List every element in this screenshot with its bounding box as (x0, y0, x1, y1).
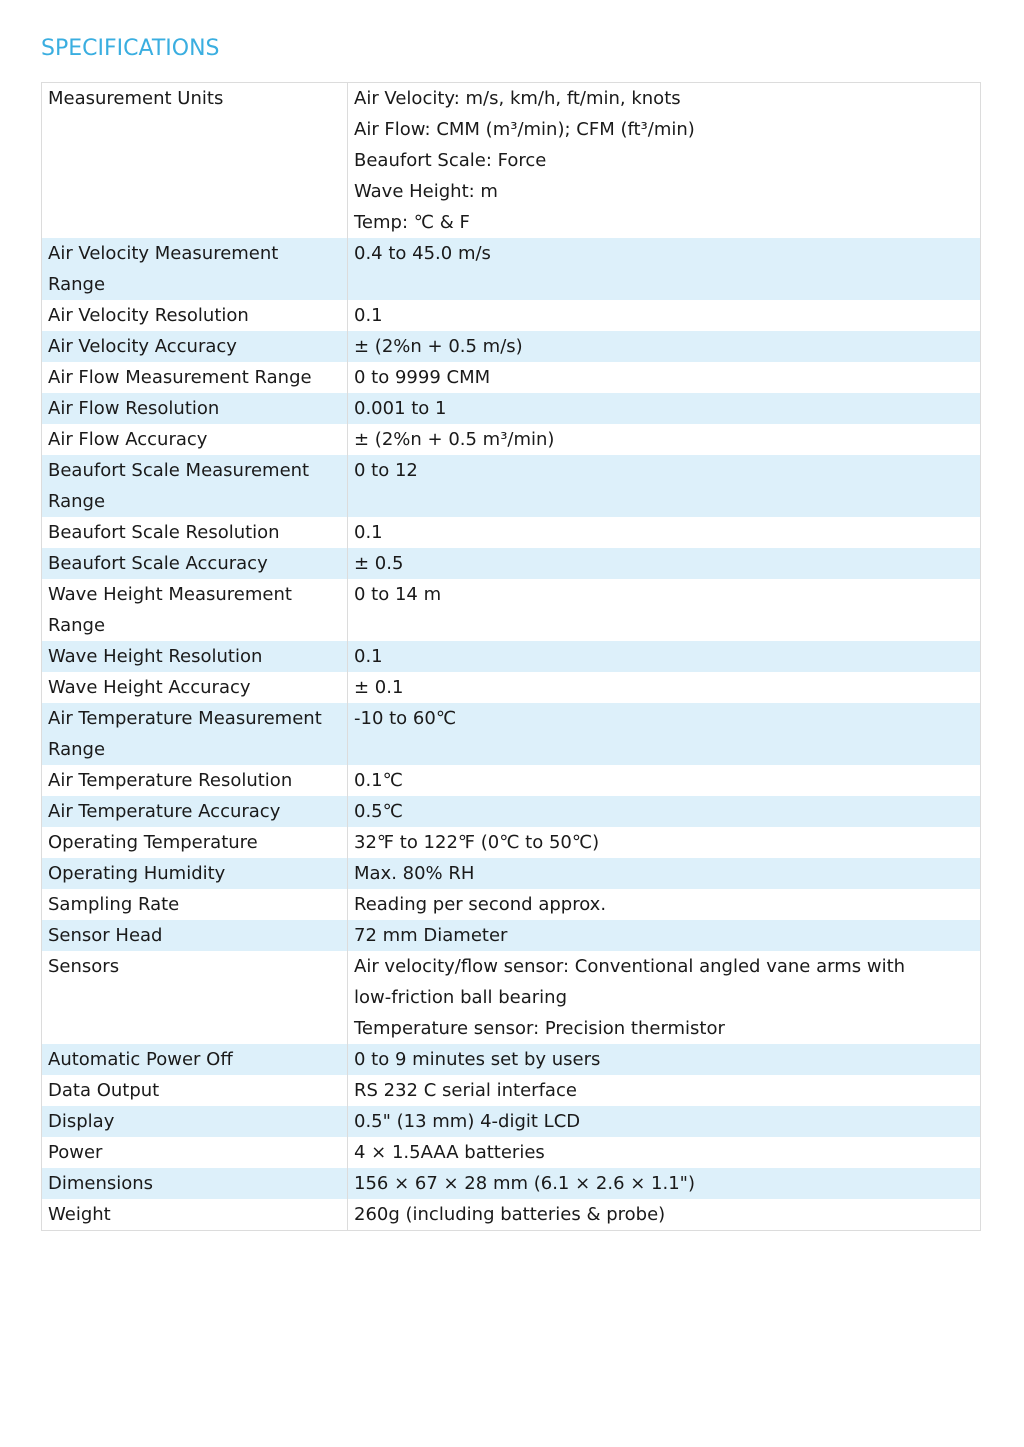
spec-label: Air Velocity Measurement Range (42, 238, 348, 300)
spec-value-line: 0.5℃ (354, 801, 403, 822)
table-row (42, 889, 981, 920)
spec-label: Air Flow Measurement Range (42, 362, 348, 393)
spec-label: Dimensions (42, 1168, 348, 1199)
table-row (42, 455, 981, 517)
spec-value (348, 672, 981, 703)
spec-value-line: Reading per second approx. (354, 894, 607, 915)
spec-value-line: 0.4 to 45.0 m/s (354, 243, 491, 264)
spec-value (348, 393, 981, 424)
spec-label: Weight (42, 1199, 348, 1231)
spec-value (348, 951, 981, 1044)
table-row (42, 83, 981, 239)
spec-value (348, 1044, 981, 1075)
table-row (42, 1106, 981, 1137)
spec-label: Beaufort Scale Measurement Range (42, 455, 348, 517)
spec-label: Air Temperature Resolution (42, 765, 348, 796)
spec-value-line: 0.5" (13 mm) 4-digit LCD (354, 1111, 581, 1132)
spec-value (348, 703, 981, 765)
table-row (42, 1199, 981, 1231)
spec-label: Air Temperature Accuracy (42, 796, 348, 827)
spec-value (348, 1168, 981, 1199)
spec-value (348, 1137, 981, 1168)
spec-label: Beaufort Scale Resolution (42, 517, 348, 548)
spec-label: Air Flow Accuracy (42, 424, 348, 455)
spec-value (348, 238, 981, 300)
spec-value (348, 827, 981, 858)
spec-value (348, 331, 981, 362)
spec-value-line: 72 mm Diameter (354, 925, 508, 946)
table-row (42, 1168, 981, 1199)
table-row (42, 951, 981, 1044)
spec-value-line: 0 to 14 m (354, 584, 442, 605)
spec-value-line: Beaufort Scale: Force (354, 150, 547, 171)
spec-value-line: 0 to 9999 CMM (354, 367, 491, 388)
spec-value (348, 796, 981, 827)
spec-value-line: Air Flow: CMM (m³/min); CFM (ft³/min) (354, 119, 695, 140)
table-row (42, 1044, 981, 1075)
spec-label: Wave Height Measurement Range (42, 579, 348, 641)
table-row (42, 827, 981, 858)
spec-label: Operating Temperature (42, 827, 348, 858)
spec-label: Air Velocity Resolution (42, 300, 348, 331)
spec-value-line: ± (2%n + 0.5 m/s) (354, 336, 523, 357)
table-row (42, 331, 981, 362)
spec-label: Air Flow Resolution (42, 393, 348, 424)
spec-value (348, 83, 981, 239)
spec-value-line: 0.1 (354, 522, 383, 543)
spec-value (348, 641, 981, 672)
spec-label: Sampling Rate (42, 889, 348, 920)
table-row (42, 1075, 981, 1106)
spec-value (348, 517, 981, 548)
spec-value-line: 0 to 9 minutes set by users (354, 1049, 601, 1070)
table-row (42, 796, 981, 827)
spec-label: Air Temperature Measurement Range (42, 703, 348, 765)
spec-value (348, 1199, 981, 1231)
spec-value (348, 579, 981, 641)
spec-label: Measurement Units (42, 83, 348, 239)
spec-value-line: 0.1 (354, 305, 383, 326)
table-row (42, 300, 981, 331)
table-row (42, 641, 981, 672)
spec-value (348, 920, 981, 951)
spec-label: Data Output (42, 1075, 348, 1106)
table-row (42, 703, 981, 765)
spec-label: Sensors (42, 951, 348, 1044)
spec-label: Operating Humidity (42, 858, 348, 889)
spec-value-line: low-friction ball bearing (354, 987, 568, 1008)
spec-label: Wave Height Resolution (42, 641, 348, 672)
spec-label: Power (42, 1137, 348, 1168)
spec-value-line: 0.001 to 1 (354, 398, 447, 419)
spec-value (348, 300, 981, 331)
spec-label: Beaufort Scale Accuracy (42, 548, 348, 579)
spec-value-line: -10 to 60℃ (354, 708, 457, 729)
spec-value (348, 424, 981, 455)
spec-value (348, 1075, 981, 1106)
spec-label: Sensor Head (42, 920, 348, 951)
table-row (42, 672, 981, 703)
spec-value (348, 362, 981, 393)
spec-value-line: Air velocity/flow sensor: Conventional angled vane arms with (354, 956, 906, 977)
spec-label: Automatic Power Off (42, 1044, 348, 1075)
specifications-table (41, 82, 981, 1231)
specifications-table-body (42, 83, 981, 1231)
spec-value-line: 4 × 1.5AAA batteries (354, 1142, 545, 1163)
table-row (42, 1137, 981, 1168)
spec-value-line: ± 0.1 (354, 677, 404, 698)
spec-value-line: 260g (including batteries & probe) (354, 1204, 666, 1225)
spec-value (348, 889, 981, 920)
spec-label: Air Velocity Accuracy (42, 331, 348, 362)
table-row (42, 548, 981, 579)
page-title: SPECIFICATIONS (41, 36, 220, 61)
table-row (42, 362, 981, 393)
spec-value-line: RS 232 C serial interface (354, 1080, 577, 1101)
spec-value-line: ± (2%n + 0.5 m³/min) (354, 429, 555, 450)
table-row (42, 517, 981, 548)
spec-value-line: 32℉ to 122℉ (0℃ to 50℃) (354, 832, 600, 853)
spec-value (348, 548, 981, 579)
spec-value-line: 156 × 67 × 28 mm (6.1 × 2.6 × 1.1") (354, 1173, 695, 1194)
spec-value (348, 858, 981, 889)
table-row (42, 393, 981, 424)
spec-value (348, 765, 981, 796)
spec-value-line: Temperature sensor: Precision thermistor (354, 1018, 725, 1039)
table-row (42, 238, 981, 300)
spec-value-line: 0.1 (354, 646, 383, 667)
spec-value-line: ± 0.5 (354, 553, 404, 574)
spec-label: Wave Height Accuracy (42, 672, 348, 703)
spec-value-line: Wave Height: m (354, 181, 498, 202)
table-row (42, 424, 981, 455)
table-row (42, 765, 981, 796)
table-row (42, 920, 981, 951)
table-row (42, 579, 981, 641)
spec-label: Display (42, 1106, 348, 1137)
table-row (42, 858, 981, 889)
spec-value-line: Temp: ℃ & F (354, 212, 470, 233)
spec-value (348, 455, 981, 517)
spec-value-line: Max. 80% RH (354, 863, 475, 884)
spec-value-line: 0 to 12 (354, 460, 418, 481)
spec-value (348, 1106, 981, 1137)
spec-value-line: Air Velocity: m/s, km/h, ft/min, knots (354, 88, 681, 109)
spec-value-line: 0.1℃ (354, 770, 403, 791)
